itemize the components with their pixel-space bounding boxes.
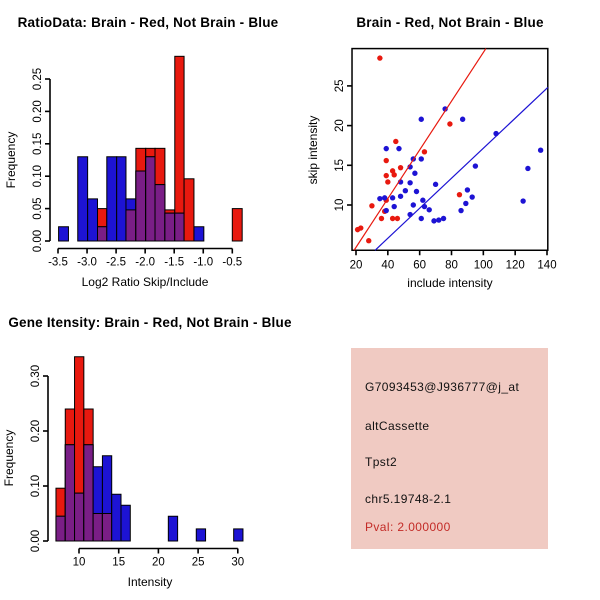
hist-bar-blue (112, 494, 121, 541)
scatter-panel (300, 0, 600, 300)
y-tick-label: 0.00 (30, 529, 42, 553)
gene-hist-xlabel: Intensity (127, 575, 173, 589)
info-panel (300, 300, 600, 600)
x-tick-label: -2.0 (135, 256, 156, 269)
scatter-point-blue (458, 208, 463, 213)
hist-bar-overlap (56, 516, 65, 541)
hist-bar-overlap (102, 514, 111, 542)
scatter-point-red (379, 216, 384, 221)
scatter-point-blue (403, 188, 408, 193)
y-tick-label: 0.20 (32, 100, 44, 123)
gene-name-text: Tpst2 (365, 455, 398, 469)
scatter-point-red (358, 225, 363, 230)
hist-bar-blue (168, 516, 177, 541)
scatter-point-red (390, 216, 395, 221)
scatter-point-blue (414, 189, 419, 194)
y-tick-label: 0.10 (32, 165, 44, 188)
hist-bar-overlap (155, 185, 165, 241)
x-tick-label: 100 (473, 259, 493, 272)
gene-hist-ylabel: Frequency (2, 429, 16, 487)
scatter-point-red (384, 158, 389, 163)
scatter-point-blue (420, 198, 425, 203)
scatter-point-blue (419, 216, 424, 221)
hist-bar-overlap (65, 445, 74, 541)
hist-bar-overlap (146, 157, 155, 241)
scatter-point-red (384, 173, 389, 178)
y-tick-label: 0.10 (30, 474, 42, 498)
x-tick-label: 60 (413, 259, 427, 272)
hist-bar-overlap (136, 171, 146, 241)
y-tick-label: 20 (334, 119, 347, 132)
scatter-point-red (457, 192, 462, 197)
scatter-point-blue (384, 146, 389, 151)
hist-bar-red (232, 209, 242, 241)
y-tick-label: 15 (334, 158, 347, 172)
scatter-point-blue (390, 195, 395, 200)
ratio-histogram-panel (0, 0, 300, 300)
scatter-point-blue (473, 163, 478, 168)
scatter-plot-area (334, 49, 557, 272)
hist-bar-overlap (175, 213, 184, 241)
x-tick-label: 120 (505, 259, 525, 272)
scatter-point-blue (436, 217, 441, 222)
x-tick-label: 20 (349, 259, 363, 272)
hist-bar-overlap (75, 493, 84, 541)
ratio-hist-xlabel: Log2 Ratio Skip/Include (81, 275, 209, 289)
y-tick-label: 25 (334, 79, 347, 93)
gene-histogram-panel (0, 300, 300, 600)
scatter-point-red (377, 55, 382, 60)
scatter-point-blue (538, 148, 543, 153)
hist-bar-blue (107, 157, 117, 241)
hist-bar-blue (78, 157, 88, 241)
scatter-point-red (392, 172, 397, 177)
ratio-hist-plot-area (32, 56, 242, 268)
scatter-point-red (395, 216, 400, 221)
scatter-point-blue (463, 201, 468, 206)
x-tick-label: -0.5 (222, 256, 243, 269)
x-tick-label: -3.0 (77, 256, 97, 269)
scatter-point-blue (427, 207, 432, 212)
x-tick-label: -1.0 (193, 256, 214, 269)
gene-hist-title: Gene Itensity: Brain - Red, Not Brain - Blue (8, 315, 292, 330)
scatter-point-blue (384, 208, 389, 213)
y-tick-label: 0.00 (32, 229, 44, 253)
y-tick-label: 0.25 (32, 67, 44, 91)
scatter-point-blue (412, 171, 417, 176)
hist-bar-blue (196, 529, 205, 541)
scatter-point-blue (411, 202, 416, 207)
y-tick-label: 10 (334, 198, 347, 212)
x-tick-label: 40 (381, 259, 395, 272)
hist-bar-overlap (98, 227, 107, 241)
scatter-title: Brain - Red, Not Brain - Blue (356, 15, 544, 30)
scatter-point-red (369, 203, 374, 208)
probe-id-text: G7093453@J936777@j_at (365, 380, 520, 394)
hist-bar-overlap (84, 445, 93, 541)
scatter-point-blue (422, 204, 427, 209)
scatter-point-red (366, 238, 371, 243)
scatter-point-red (385, 179, 390, 184)
scatter-point-blue (469, 194, 474, 199)
ratio-hist-title: RatioData: Brain - Red, Not Brain - Blue (17, 15, 279, 30)
scatter-point-red (393, 139, 398, 144)
scatter-point-blue (398, 194, 403, 199)
x-tick-label: -2.5 (106, 256, 127, 269)
hist-bar-blue (117, 157, 126, 241)
scatter-point-red (447, 121, 452, 126)
scatter-point-blue (431, 218, 436, 223)
hist-bar-overlap (165, 213, 175, 241)
scatter-point-red (398, 165, 403, 170)
pval-text: Pval: 2.000000 (365, 520, 451, 534)
x-tick-label: -1.5 (164, 256, 185, 269)
y-tick-label: 0.20 (30, 419, 42, 443)
scatter-point-blue (392, 204, 397, 209)
scatter-point-red (422, 149, 427, 154)
location-text: chr5.19748-2.1 (365, 492, 452, 506)
x-tick-label: 30 (231, 556, 245, 569)
scatter-point-blue (377, 196, 382, 201)
scatter-point-blue (407, 212, 412, 217)
hist-bar-blue (88, 199, 98, 241)
x-tick-label: 20 (152, 556, 165, 569)
ratio-hist-ylabel: Frequency (4, 131, 18, 189)
scatter-point-blue (396, 146, 401, 151)
hist-bar-blue (194, 227, 204, 241)
x-tick-label: 25 (191, 556, 205, 569)
hist-bar-overlap (126, 210, 136, 241)
event-type-text: altCassette (365, 419, 430, 433)
scatter-point-blue (433, 182, 438, 187)
x-tick-label: 10 (72, 556, 86, 569)
x-tick-label: 80 (445, 259, 458, 272)
x-tick-label: 140 (537, 259, 557, 272)
y-tick-label: 0.30 (30, 364, 42, 388)
scatter-ylabel: skip intensity (306, 115, 320, 185)
scatter-xlabel: include intensity (407, 276, 493, 290)
scatter-point-blue (441, 216, 446, 221)
info-box (351, 348, 548, 549)
x-tick-label: 15 (112, 556, 126, 569)
x-tick-label: -3.5 (48, 256, 68, 269)
hist-bar-blue (59, 227, 69, 241)
hist-bar-blue (121, 505, 130, 541)
scatter-point-blue (419, 117, 424, 122)
scatter-point-blue (525, 166, 530, 171)
scatter-point-blue (465, 187, 470, 192)
scatter-point-blue (520, 198, 525, 203)
y-tick-label: 0.05 (32, 197, 44, 220)
hist-bar-blue (234, 529, 243, 541)
y-tick-label: 0.15 (32, 132, 44, 155)
hist-bar-overlap (93, 514, 102, 542)
gene-hist-plot-area (30, 357, 244, 569)
hist-bar-red (184, 179, 194, 241)
scatter-point-blue (460, 117, 465, 122)
scatter-point-blue (407, 180, 412, 185)
scatter-point-blue (419, 156, 424, 161)
